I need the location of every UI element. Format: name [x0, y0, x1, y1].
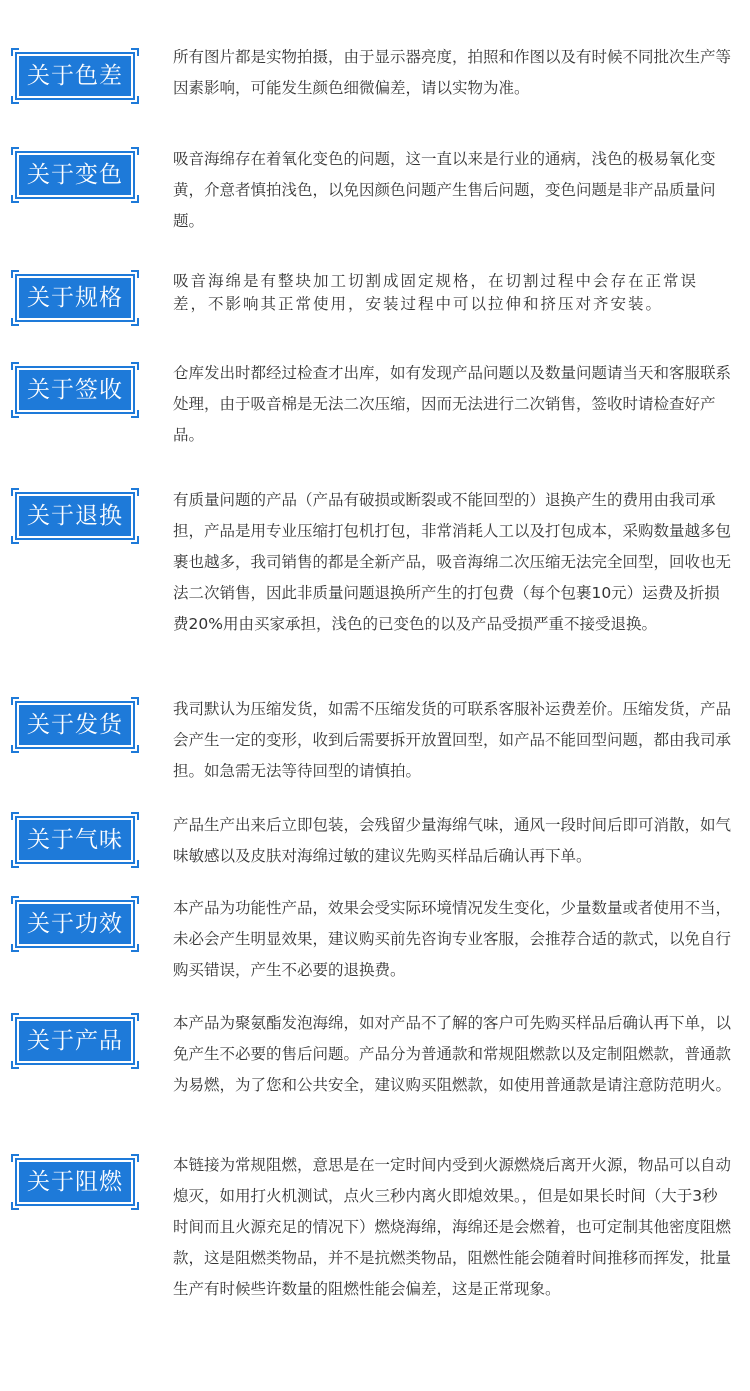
section-text: 吸音海绵存在着氧化变色的问题，这一直以来是行业的通病，浅色的极易氧化变黄，介意者慎拍浅色，以免因颜色问题产生售后问题，变色问题是非产品质量问题。	[173, 150, 716, 230]
section-text: 本产品为功能性产品，效果会受实际环境情况发生变化，少量数量或者使用不当，未必会产生明显效果，建议购买前先咨询专业客服，会推荐合适的款式，以免自行购买错误，产生不必要的退换费。	[173, 899, 732, 979]
badge-label: 关于签收	[27, 377, 123, 403]
section-badge	[17, 54, 133, 98]
badge-label: 关于色差	[27, 63, 123, 89]
section-badge	[17, 368, 133, 412]
section-badge	[17, 1019, 133, 1063]
section-text: 仓库发出时都经过检查才出库，如有发现产品问题以及数量问题请当天和客服联系处理，由于吸音棉是无法二次压缩，因而无法进行二次销售，签收时请检查好产品。	[173, 364, 732, 444]
section-badge	[17, 902, 133, 946]
section-text: 我司默认为压缩发货，如需不压缩发货的可联系客服补运费差价。压缩发货，产品会产生一定的变形，收到后需要拆开放置回型，如产品不能回型问题，都由我司承担。如急需无法等待回型的请慎拍。	[173, 700, 732, 780]
badge-label: 关于产品	[27, 1028, 123, 1054]
section-text: 产品生产出来后立即包装，会残留少量海绵气味，通风一段时间后即可消散，如气味敏感以及皮肤对海绵过敏的建议先购买样品后确认再下单。	[173, 816, 732, 865]
badge-label: 关于规格	[27, 285, 123, 311]
section-badge	[17, 276, 133, 320]
badge-label: 关于气味	[27, 827, 123, 853]
badge-label: 关于功效	[27, 911, 123, 937]
section-badge	[17, 818, 133, 862]
section-text: 吸音海绵是有整块加工切割成固定规格，在切割过程中会存在正常误差，不影响其正常使用，安装过程中可以拉伸和挤压对齐安装。	[173, 272, 699, 313]
badge-label: 关于阻燃	[27, 1169, 123, 1195]
section-badge	[17, 494, 133, 538]
section-text: 所有图片都是实物拍摄，由于显示器亮度，拍照和作图以及有时候不同批次生产等因素影响，可能发生颜色细微偏差，请以实物为准。	[173, 48, 732, 97]
badge-label: 关于变色	[27, 162, 123, 188]
badge-label: 关于退换	[27, 503, 123, 529]
section-badge	[17, 153, 133, 197]
section-badge	[17, 703, 133, 747]
badge-label: 关于发货	[27, 712, 123, 738]
section-badge	[17, 1160, 133, 1204]
section-text: 本产品为聚氨酯发泡海绵，如对产品不了解的客户可先购买样品后确认再下单，以免产生不必要的售后问题。产品分为普通款和常规阻燃款以及定制阻燃款，普通款为易燃，为了您和公共安全，建议购买阻燃款，如使用普通款是请注意防范明火。	[173, 1014, 732, 1094]
section-text: 本链接为常规阻燃，意思是在一定时间内受到火源燃烧后离开火源，物品可以自动熄灭，如用打火机测试，点火三秒内离火即熄效果。，但是如果长时间（大于3秒时间而且火源充足的情况下）燃烧海绵，海绵还是会燃着，也可定制其他密度阻燃款，这是阻燃类物品，并不是抗燃类物品，阻燃性能会随着时间推移而挥发，批量生产有时候些许数量的阻燃性能会偏差，这是正常现象。	[173, 1156, 732, 1298]
section-text: 有质量问题的产品（产品有破损或断裂或不能回型的）退换产生的费用由我司承担，产品是用专业压缩打包机打包，非常消耗人工以及打包成本，采购数量越多包裹也越多，我司销售的都是全新产品，吸音海绵二次压缩无法完全回型，回收也无法二次销售，因此非质量问题退换所产生的打包费（每个包裹10元）运费及折损费20%用由买家承担，浅色的已变色的以及产品受损严重不接受退换。	[173, 491, 732, 633]
